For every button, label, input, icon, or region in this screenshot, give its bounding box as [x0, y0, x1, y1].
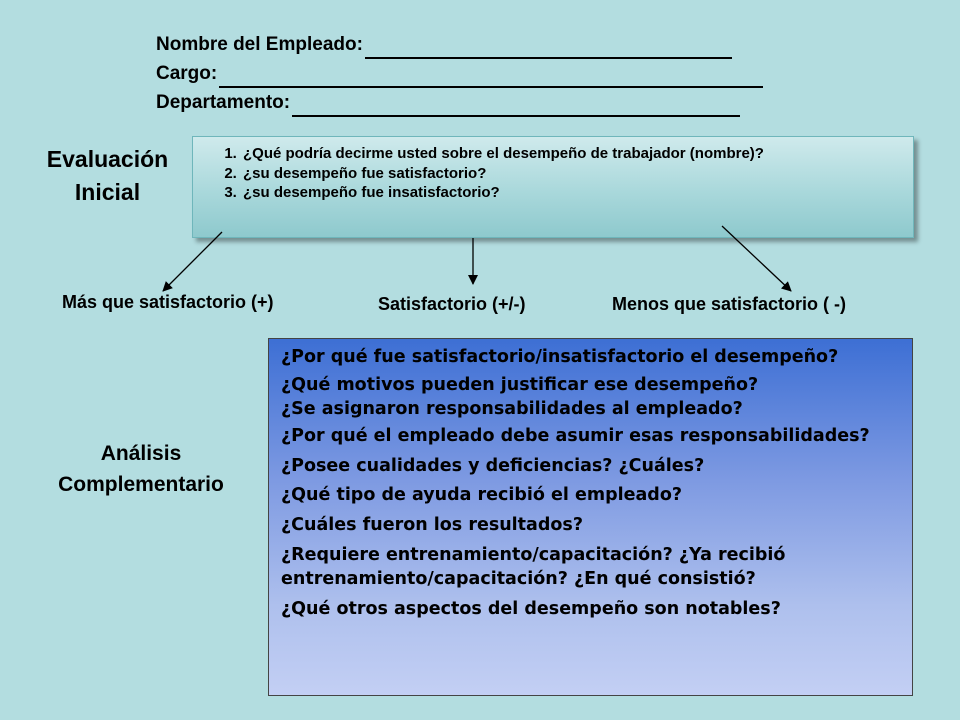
analysis-title	[28, 438, 254, 500]
analysis-question: ¿Qué motivos pueden justificar ese desempeño?	[281, 375, 759, 395]
analysis-question: ¿Por qué el empleado debe asumir esas responsabilidades?	[281, 426, 870, 446]
analysis-title-line1: Análisis	[100, 442, 182, 465]
arrow-to-less	[722, 226, 791, 291]
analysis-question: ¿Posee cualidades y deficiencias? ¿Cuáles?	[281, 456, 705, 476]
outcome-more-label: Más que satisfactorio (+)	[62, 292, 274, 312]
department-label: Departamento:	[156, 92, 291, 113]
analysis-title-line2: Complementario	[58, 473, 224, 496]
analysis-question: ¿Se asignaron responsabilidades al empleado?	[281, 399, 743, 419]
analysis-question: ¿Qué otros aspectos del desempeño son notables?	[281, 599, 781, 619]
evaluation-title-line2: Inicial	[74, 179, 141, 205]
outcome-less-label: Menos que satisfactorio ( -)	[612, 294, 847, 314]
evaluation-question: 2. ¿su desempeño fue satisfactorio?	[241, 164, 901, 184]
position-label: Cargo:	[156, 63, 218, 84]
evaluation-question: 3. ¿su desempeño fue insatisfactorio?	[241, 183, 901, 203]
analysis-question: ¿Requiere entrenamiento/capacitación? ¿Ya recibió entrenamiento/capacitación? ¿En qué consistió?	[281, 545, 786, 589]
employee-name-label: Nombre del Empleado:	[156, 34, 363, 55]
analysis-question: ¿Por qué fue satisfactorio/insatisfactorio el desempeño?	[281, 347, 839, 367]
outcome-neutral-label: Satisfactorio (+/-)	[378, 294, 526, 314]
arrow-to-more	[163, 232, 222, 291]
analysis-question: ¿Qué tipo de ayuda recibió el empleado?	[281, 485, 682, 505]
analysis-questions-box	[268, 338, 913, 696]
analysis-question: ¿Cuáles fueron los resultados?	[281, 515, 583, 535]
evaluation-title-line1: Evaluación	[46, 146, 169, 172]
evaluation-question: 1. ¿Qué podría decirme usted sobre el desempeño de trabajador (nombre)?	[241, 144, 901, 164]
